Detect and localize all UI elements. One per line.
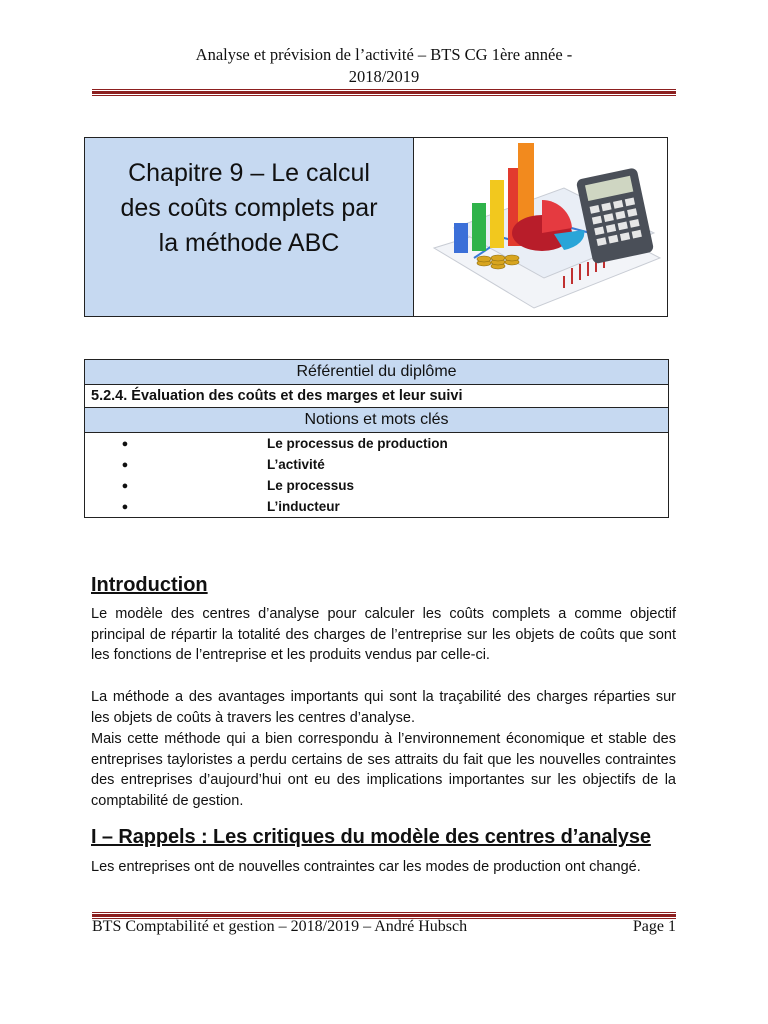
illustration-svg <box>414 138 667 316</box>
chapter-title-box <box>84 137 668 317</box>
list-item <box>85 454 668 475</box>
notions-list <box>85 433 669 518</box>
title-line-3: la méthode ABC <box>158 229 340 257</box>
footer-left: BTS Comptabilité et gestion – 2018/2019 – André Hubsch <box>92 918 468 935</box>
section-1-heading: I – Rappels : Les critiques du modèle des centres d’analyse <box>91 826 651 848</box>
bullet-icon: ● <box>121 500 129 513</box>
bullet-icon: ● <box>121 458 129 471</box>
list-item <box>85 433 668 454</box>
section-1-paragraph: Les entreprises ont de nouvelles contraintes car les modes de production ont changé. <box>91 859 641 875</box>
charts-and-calculator-image <box>414 138 667 316</box>
referentiel-code: 5.2.4. Évaluation des coûts et des marges et leur suivi <box>85 385 669 408</box>
introduction-heading: Introduction <box>91 574 208 596</box>
notion-text: L’inducteur <box>267 499 340 514</box>
page-header <box>92 44 676 88</box>
page-footer <box>92 918 676 936</box>
header-line-1: Analyse et prévision de l’activité – BTS CG 1ère année - <box>195 45 573 64</box>
referentiel-heading: Référentiel du diplôme <box>85 360 669 385</box>
page-number: Page 1 <box>632 918 676 935</box>
chapter-title <box>85 138 414 316</box>
intro-paragraph-1: Le modèle des centres d’analyse pour calculer les coûts complets a comme objectif principal de répartir la totalité des charges de l’entreprise sur les objets de coûts que sont les fonctions de l’entreprise et les produits vendus par celle-ci. <box>91 606 676 664</box>
notion-text: Le processus de production <box>267 436 448 451</box>
list-item <box>85 475 668 496</box>
list-item <box>85 496 668 517</box>
intro-paragraph-2: La méthode a des avantages importants qui sont la traçabilité des charges réparties sur les objets de coûts à travers les centres d’analyse. <box>91 689 676 726</box>
header-rule <box>92 89 676 96</box>
notions-heading: Notions et mots clés <box>85 408 669 433</box>
intro-paragraph-3: Mais cette méthode qui a bien correspondu à l’environnement économique et stable des entreprises tayloristes a perdu certains de ses attraits du fait que les nouvelles contraintes des entreprises d’aujourd’hui ont eu des implications importantes sur les objectifs de la comptabilité de gestion. <box>91 731 676 810</box>
notion-text: Le processus <box>267 478 355 493</box>
title-line-2: des coûts complets par <box>120 194 378 222</box>
title-line-1: Chapitre 9 – Le calcul <box>128 159 370 187</box>
bullet-icon: ● <box>121 437 129 450</box>
header-line-2: 2018/2019 <box>348 67 420 86</box>
notion-text: L’activité <box>267 457 325 472</box>
referentiel-table <box>84 359 669 518</box>
bullet-icon: ● <box>121 479 129 492</box>
